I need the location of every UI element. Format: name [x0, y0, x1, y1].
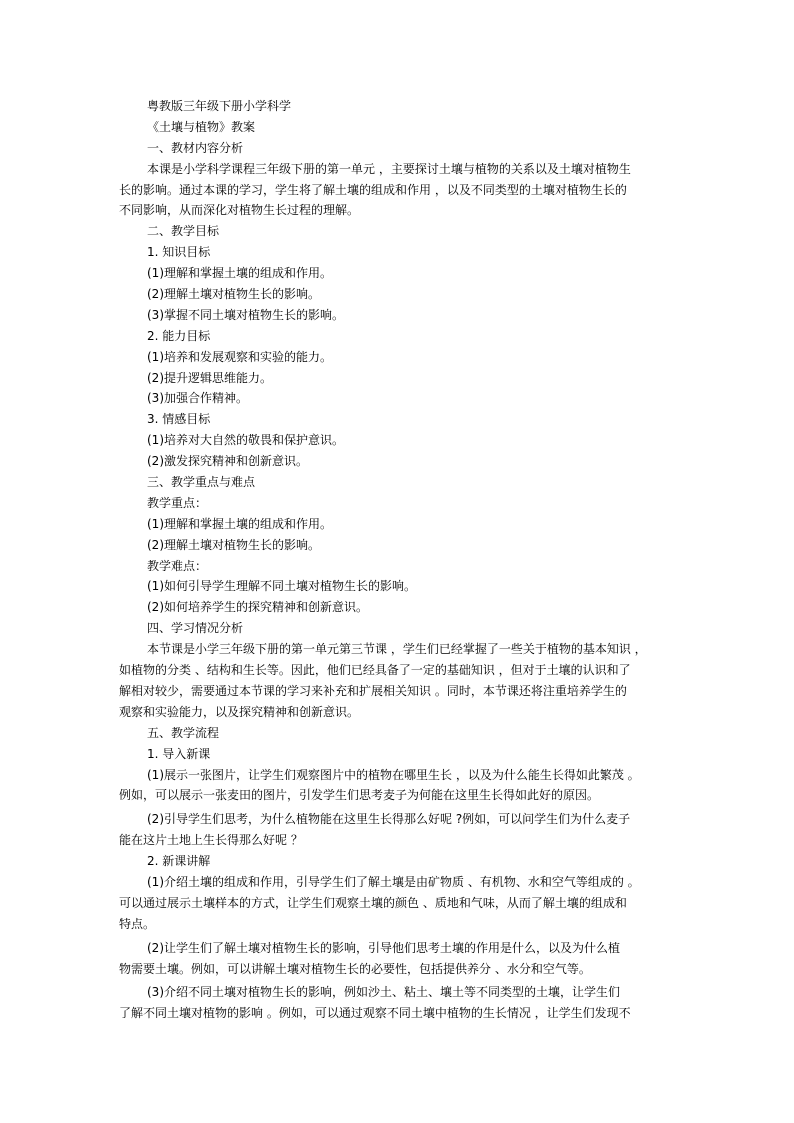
text-line: (2)理解土壤对植物生长的影响。: [147, 287, 320, 302]
text-line: (1)如何引导学生理解不同土壤对植物生长的影响。: [147, 579, 416, 594]
text-line: (3)加强合作精神。: [147, 391, 248, 406]
text-line: 例如，可以展示一张麦田的图片，引发学生们思考麦子为何能在这里生长得如此好的原因。: [119, 788, 600, 803]
document-header: 粤教版三年级下册小学科学: [147, 99, 292, 113]
text-line: 二、教学目标: [147, 224, 220, 239]
text-line: 教学难点：: [147, 558, 208, 573]
text-line: 如植物的分类 、结构和生长等。因此，他们已经具备了一定的基础知识 ，但对于土壤的认识和了: [119, 663, 631, 678]
text-line: 四、学习情况分析: [147, 621, 244, 636]
text-line: (1)培养和发展观察和实验的能力。: [147, 349, 332, 364]
text-line: 本节课是小学三年级下册的第一单元第三节课 ，学生们已经掌握了一些关于植物的基本知识 ，: [147, 642, 647, 657]
text-line: 2. 能力目标: [147, 328, 211, 343]
text-line: 物需要土壤。例如，可以讲解土壤对植物生长的必要性，包括提供养分 、水分和空气等。: [119, 961, 591, 976]
text-line: 本课是小学科学课程三年级下册的第一单元 ，主要探讨土壤与植物的关系以及土壤对植物生: [147, 161, 631, 176]
text-line: 能在这片土地上生长得那么好呢 ？: [119, 833, 303, 848]
text-line: (1)培养对大自然的敬畏和保护意识。: [147, 433, 344, 448]
text-line: (1)介绍土壤的组成和作用，引导学生们了解土壤是由矿物质 、有机物、水和空气等组成的 。: [147, 874, 640, 889]
text-line: 一、教材内容分析: [147, 140, 244, 155]
text-line: (2)让学生们了解土壤对植物生长的影响，引导他们思考土壤的作用是什么，以及为什么植: [147, 940, 621, 955]
text-line: (3)掌握不同土壤对植物生长的影响。: [147, 307, 344, 322]
document-page: [119, 96, 679, 1024]
text-line: (2)理解土壤对植物生长的影响。: [147, 537, 320, 552]
text-line: 长的影响。通过本课的学习，学生将了解土壤的组成和作用 ，以及不同类型的土壤对植物生长的: [119, 182, 627, 197]
text-line: (2)提升逻辑思维能力。: [147, 370, 272, 385]
document-body: [119, 138, 679, 1024]
text-line: 可以通过展示土壤样本的方式，让学生们观察土壤的颜色 、质地和气味，从而了解土壤的组成和: [119, 895, 627, 910]
text-line: 五、教学流程: [147, 725, 220, 740]
text-line: 1. 导入新课: [147, 746, 211, 761]
text-line: (1)理解和掌握土壤的组成和作用。: [147, 516, 332, 531]
text-line: (2)引导学生们思考，为什么植物能在这里生长得那么好呢 ?例如，可以问学生们为什么麦子: [147, 812, 631, 827]
text-line: 观察和实验能力，以及探究精神和创新意识。: [119, 704, 360, 719]
text-line: 1. 知识目标: [147, 245, 211, 260]
text-line: 了解不同土壤对植物的影响 。例如，可以通过观察不同土壤中植物的生长情况 ，让学生们发现不: [119, 1006, 631, 1021]
text-line: (2)激发探究精神和创新意识。: [147, 454, 308, 469]
text-line: 不同影响，从而深化对植物生长过程的理解。: [119, 203, 360, 218]
text-line: 特点。: [119, 916, 156, 931]
document-title: 《土壤与植物》教案: [147, 119, 256, 134]
text-line: 三、教学重点与难点: [147, 475, 256, 490]
text-line: 2. 新课讲解: [147, 854, 211, 869]
text-line: (3)介绍不同土壤对植物生长的影响，例如沙土、粘土、壤土等不同类型的土壤，让学生们: [147, 985, 621, 1000]
text-line: 3. 情感目标: [147, 412, 211, 427]
text-line: 解相对较少，需要通过本节课的学习来补充和扩展相关知识 。同时，本节课还将注重培养学生的: [119, 683, 627, 698]
text-line: (1)理解和掌握土壤的组成和作用。: [147, 266, 332, 281]
text-line: (1)展示一张图片，让学生们观察图片中的植物在哪里生长 ，以及为什么能生长得如此繁茂 。: [147, 767, 640, 782]
text-line: 教学重点：: [147, 495, 208, 510]
text-line: (2)如何培养学生的探究精神和创新意识。: [147, 600, 368, 615]
